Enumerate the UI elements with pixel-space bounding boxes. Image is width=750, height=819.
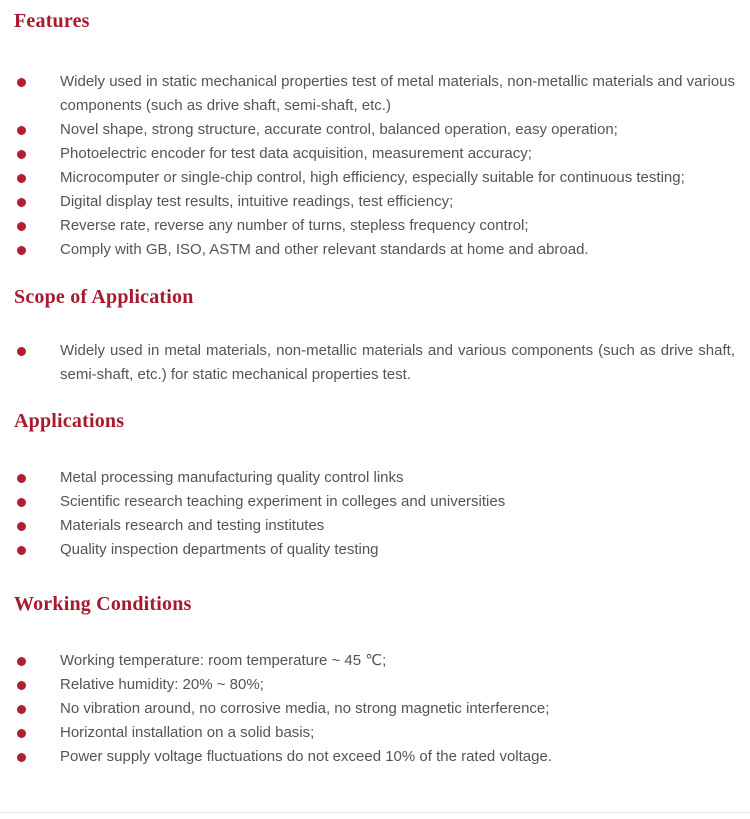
section-applications (0, 410, 750, 562)
bullet-icon (17, 657, 26, 666)
section-features (0, 10, 750, 262)
list-item-text: Comply with GB, ISO, ASTM and other relevant standards at home and abroad. (60, 241, 589, 258)
list-item-text: Digital display test results, intuitive readings, test efficiency; (60, 193, 454, 210)
list-item (0, 745, 735, 769)
list-item (0, 70, 735, 118)
bullet-icon (17, 474, 26, 483)
bullet-icon (17, 174, 26, 183)
list-item (0, 166, 735, 190)
bullet-icon (17, 522, 26, 531)
list-item-text: Materials research and testing institutes (60, 517, 325, 534)
list-item (0, 214, 735, 238)
list-item (0, 118, 735, 142)
list-item (0, 466, 735, 490)
list-item-text: Relative humidity: 20% ~ 80%; (60, 676, 264, 693)
section-heading-working-conditions: Working Conditions (14, 593, 192, 615)
bullet-icon (17, 78, 26, 87)
list-item-text: Reverse rate, reverse any number of turns, stepless frequency control; (60, 217, 529, 234)
bullet-icon (17, 198, 26, 207)
list-item (0, 190, 735, 214)
list-item-text: Widely used in static mechanical properties test of metal materials, non-metallic materials and various components (such as drive shaft, semi-shaft, etc.) (60, 73, 735, 114)
list-item (0, 697, 735, 721)
list-item (0, 238, 735, 262)
list-item-text: Novel shape, strong structure, accurate control, balanced operation, easy operation; (60, 121, 618, 138)
bullet-icon (17, 729, 26, 738)
list-item-text: Quality inspection departments of quality testing (60, 541, 379, 558)
bullet-icon (17, 705, 26, 714)
bullet-icon (17, 150, 26, 159)
list-item-text: Horizontal installation on a solid basis; (60, 724, 315, 741)
section-heading-scope: Scope of Application (14, 286, 194, 308)
list-item-text: Widely used in metal materials, non-metallic materials and various components (such as drive shaft, semi-shaft, etc.) for static mechanical properties test. (60, 342, 735, 383)
list-item (0, 490, 735, 514)
bullet-icon (17, 681, 26, 690)
bottom-divider (0, 812, 750, 813)
bullet-icon (17, 126, 26, 135)
section-heading-applications: Applications (14, 410, 125, 432)
list-item-text: Scientific research teaching experiment in colleges and universities (60, 493, 506, 510)
list-item (0, 514, 735, 538)
bullet-icon (17, 222, 26, 231)
list-item (0, 339, 735, 387)
list-item-text: Power supply voltage fluctuations do not exceed 10% of the rated voltage. (60, 748, 552, 765)
features-list (0, 70, 750, 262)
working-conditions-list (0, 649, 750, 769)
section-scope-of-application (0, 286, 750, 387)
list-item (0, 538, 735, 562)
bullet-icon (17, 347, 26, 356)
list-item (0, 673, 735, 697)
list-item (0, 649, 735, 673)
list-item-text: Metal processing manufacturing quality control links (60, 469, 404, 486)
section-heading-features: Features (14, 10, 90, 32)
list-item (0, 721, 735, 745)
bullet-icon (17, 753, 26, 762)
applications-list (0, 466, 750, 562)
list-item-text: Working temperature: room temperature ~ 45 ℃; (60, 652, 387, 669)
list-item-text: No vibration around, no corrosive media, no strong magnetic interference; (60, 700, 550, 717)
scope-list (0, 339, 750, 387)
bullet-icon (17, 546, 26, 555)
list-item-text: Photoelectric encoder for test data acquisition, measurement accuracy; (60, 145, 532, 162)
bullet-icon (17, 246, 26, 255)
list-item-text: Microcomputer or single-chip control, high efficiency, especially suitable for continuous testing; (60, 169, 685, 186)
list-item (0, 142, 735, 166)
bullet-icon (17, 498, 26, 507)
section-working-conditions (0, 593, 750, 769)
